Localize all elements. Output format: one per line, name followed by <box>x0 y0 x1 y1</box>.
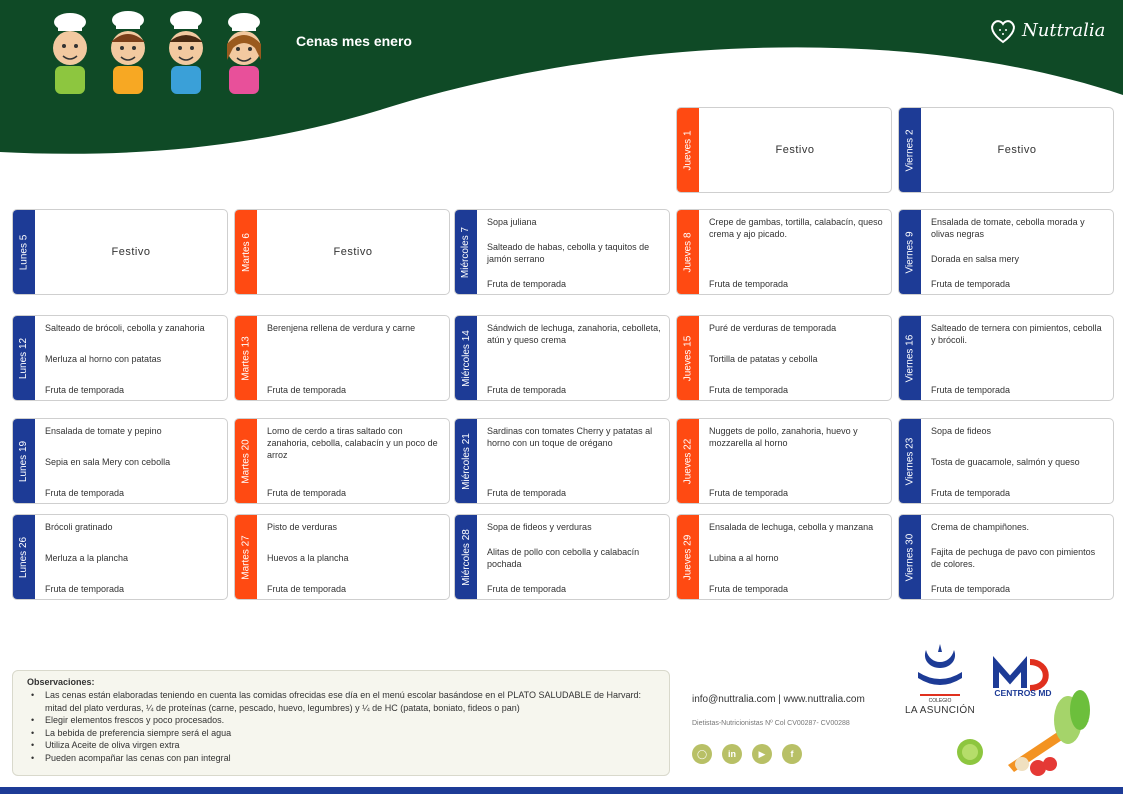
menu-items <box>267 322 443 396</box>
credentials-text: Dietistas-Nutricionistas Nº Col CV00287- CV00288 <box>692 720 850 727</box>
menu-item: Sándwich de lechuga, zanahoria, cebolleta, atún y queso crema <box>487 323 661 345</box>
day-label: Martes 6 <box>240 232 252 272</box>
linkedin-icon[interactable]: in <box>722 744 742 764</box>
day-card <box>12 209 228 295</box>
menu-items <box>267 425 443 499</box>
menu-item: Salteado de habas, cebolla y taquitos de jamón serrano <box>487 242 650 264</box>
day-card <box>12 418 228 504</box>
menu-item: Pisto de verduras <box>267 522 338 532</box>
menu-item: Sepia en sala Mery con cebolla <box>45 457 171 467</box>
menu-item: Merluza a la plancha <box>45 553 129 563</box>
day-label: Viernes 16 <box>904 334 916 382</box>
day-label: Miércoles 21 <box>460 432 472 490</box>
menu-item: Fruta de temporada <box>267 584 347 594</box>
day-tab <box>677 316 699 400</box>
youtube-icon[interactable]: ▶ <box>752 744 772 764</box>
day-tab <box>899 419 921 503</box>
day-label: Jueves 29 <box>682 534 694 580</box>
menu-item: Ensalada de tomate, cebolla morada y olivas negras <box>931 217 1085 239</box>
menu-item: Fruta de temporada <box>931 385 1011 395</box>
day-card <box>234 418 450 504</box>
observation-item: • Pueden acompañar las cenas con pan integral <box>27 752 659 765</box>
day-card <box>676 315 892 401</box>
day-card <box>454 514 670 600</box>
day-tab <box>899 108 921 192</box>
day-tab <box>13 419 35 503</box>
menu-items <box>931 521 1107 595</box>
menu-item: Crema de champiñones. <box>931 522 1030 532</box>
menu-item: Fruta de temporada <box>709 279 789 289</box>
menu-item: Fruta de temporada <box>931 584 1011 594</box>
day-card <box>676 514 892 600</box>
menu-item: Fruta de temporada <box>267 385 347 395</box>
day-card <box>898 107 1114 193</box>
menu-item: Sopa de fideos <box>931 426 992 436</box>
vegetables-illustration <box>948 680 1098 780</box>
menu-item: Berenjena rellena de verdura y carne <box>267 323 416 333</box>
menu-item: Fruta de temporada <box>931 488 1011 498</box>
menu-items <box>931 216 1107 290</box>
menu-items <box>487 425 663 499</box>
festivo-label: Festivo <box>333 246 373 258</box>
centros-md-name: CENTROS MD <box>994 688 1052 698</box>
nuttralia-logo <box>988 12 1105 48</box>
day-tab <box>899 515 921 599</box>
menu-item: Fruta de temporada <box>487 385 567 395</box>
menu-item: Nuggets de pollo, zanahoria, huevo y mozzarella al horno <box>709 426 858 448</box>
school-name: LA ASUNCIÓN <box>905 705 975 716</box>
menu-items <box>709 425 885 499</box>
day-tab <box>13 515 35 599</box>
menu-item: Fruta de temporada <box>487 279 567 289</box>
day-card <box>454 315 670 401</box>
day-label: Jueves 15 <box>682 335 694 381</box>
menu-item: Fruta de temporada <box>931 279 1011 289</box>
menu-item: Ensalada de lechuga, cebolla y manzana <box>709 522 874 532</box>
menu-item: Fajita de pechuga de pavo con pimientos de colores. <box>931 547 1096 569</box>
chef-kids-illustration <box>40 8 280 96</box>
observations-list <box>27 689 659 764</box>
day-tab <box>677 108 699 192</box>
festivo-label: Festivo <box>775 144 815 156</box>
observations-box <box>12 670 670 776</box>
menu-item: Fruta de temporada <box>487 488 567 498</box>
day-card <box>454 209 670 295</box>
menu-item: Fruta de temporada <box>45 584 125 594</box>
menu-items <box>709 521 885 595</box>
menu-item: Brócoli gratinado <box>45 522 113 532</box>
day-label: Viernes 30 <box>904 533 916 581</box>
menu-item: Merluza al horno con patatas <box>45 354 162 364</box>
menu-items <box>487 216 663 290</box>
menu-items <box>931 425 1107 499</box>
day-label: Miércoles 14 <box>460 329 472 387</box>
menu-item: Sopa de fideos y verduras <box>487 522 592 532</box>
school-small-label: COLEGIO <box>928 698 952 704</box>
day-label: Jueves 8 <box>682 231 694 273</box>
observation-item: • La bebida de preferencia siempre será el agua <box>27 727 659 740</box>
day-label: Miércoles 28 <box>460 528 472 586</box>
menu-items <box>487 521 663 595</box>
day-card <box>234 514 450 600</box>
menu-item: Fruta de temporada <box>709 385 789 395</box>
observation-item: • Utiliza Aceite de oliva virgen extra <box>27 739 659 752</box>
day-tab <box>455 210 477 294</box>
day-card <box>898 514 1114 600</box>
day-tab <box>677 515 699 599</box>
day-label: Lunes 19 <box>18 440 30 482</box>
day-card <box>676 107 892 193</box>
festivo-label: Festivo <box>997 144 1037 156</box>
menu-item: Alitas de pollo con cebolla y calabacín pochada <box>487 547 640 569</box>
menu-item: Tosta de guacamole, salmón y queso <box>931 457 1080 467</box>
brand-name: Nuttralia <box>1022 19 1106 41</box>
day-tab <box>455 316 477 400</box>
menu-item: Tortilla de patatas y cebolla <box>709 354 818 364</box>
menu-item: Crepe de gambas, tortilla, calabacín, queso crema y ajo picado. <box>709 217 883 239</box>
menu-item: Fruta de temporada <box>487 584 567 594</box>
day-label: Viernes 2 <box>904 128 916 172</box>
facebook-icon[interactable]: f <box>782 744 802 764</box>
observations-title: Observaciones: <box>27 677 95 687</box>
menu-item: Dorada en salsa mery <box>931 254 1020 264</box>
day-card <box>234 209 450 295</box>
menu-item: Salteado de ternera con pimientos, cebolla y brócoli. <box>931 323 1102 345</box>
day-card <box>898 418 1114 504</box>
menu-items <box>45 425 221 499</box>
menu-items <box>709 322 885 396</box>
day-label: Martes 13 <box>240 335 252 381</box>
day-label: Miércoles 7 <box>460 226 472 278</box>
menu-items <box>709 216 885 290</box>
day-card <box>898 209 1114 295</box>
day-card <box>12 514 228 600</box>
day-tab <box>13 316 35 400</box>
day-label: Viernes 23 <box>904 437 916 485</box>
menu-item: Ensalada de tomate y pepino <box>45 426 162 436</box>
menu-items <box>931 322 1107 396</box>
menu-items <box>45 521 221 595</box>
day-tab <box>235 515 257 599</box>
menu-item: Sopa juliana <box>487 217 537 227</box>
menu-item: Fruta de temporada <box>45 385 125 395</box>
bottom-bar <box>0 787 1123 794</box>
day-label: Martes 20 <box>240 438 252 484</box>
menu-item: Lubina a al horno <box>709 553 779 563</box>
menu-item: Fruta de temporada <box>45 488 125 498</box>
page-title: Cenas mes enero <box>296 33 412 49</box>
day-label: Lunes 5 <box>18 234 30 270</box>
day-tab <box>235 419 257 503</box>
day-tab <box>455 419 477 503</box>
day-tab <box>677 210 699 294</box>
menu-items <box>487 322 663 396</box>
social-links <box>692 744 802 764</box>
strawberry-heart-icon <box>988 15 1018 45</box>
day-tab <box>455 515 477 599</box>
contact-line[interactable]: info@nuttralia.com | www.nuttralia.com <box>692 694 865 705</box>
day-label: Viernes 9 <box>904 230 916 274</box>
day-card <box>898 315 1114 401</box>
day-card <box>454 418 670 504</box>
day-card <box>676 209 892 295</box>
festivo-label: Festivo <box>111 246 151 258</box>
observation-item: • Elegir elementos frescos y poco procesados. <box>27 714 659 727</box>
menu-item: Salteado de brócoli, cebolla y zanahoria <box>45 323 205 333</box>
instagram-icon[interactable]: ◯ <box>692 744 712 764</box>
day-label: Jueves 1 <box>682 129 694 171</box>
day-tab <box>899 316 921 400</box>
menu-items <box>267 521 443 595</box>
day-tab <box>235 210 257 294</box>
day-tab <box>235 316 257 400</box>
day-label: Jueves 22 <box>682 438 694 484</box>
day-label: Lunes 12 <box>18 337 30 379</box>
menu-item: Fruta de temporada <box>709 584 789 594</box>
menu-items <box>45 322 221 396</box>
menu-item: Fruta de temporada <box>709 488 789 498</box>
menu-item: Puré de verduras de temporada <box>709 323 837 333</box>
menu-item: Lomo de cerdo a tiras saltado con zanahoria, cebolla, calabacín y un poco de arroz <box>267 426 438 460</box>
observation-item: • Las cenas están elaboradas teniendo en cuenta las comidas ofrecidas ese día en el menú escolar basándose en el PLATO SALUDABLE de Harvard: mitad del plato verduras, ¼ de proteínas (carne, pescado, huevo, legumbres) y ¼ de HC (patata, boniato, fideos o pan) <box>27 689 659 714</box>
day-card <box>676 418 892 504</box>
day-card <box>234 315 450 401</box>
day-label: Martes 27 <box>240 534 252 580</box>
day-tab <box>13 210 35 294</box>
menu-item: Huevos a la plancha <box>267 553 349 563</box>
menu-item: Sardinas con tomates Cherry y patatas al horno con un toque de orégano <box>487 426 653 448</box>
day-card <box>12 315 228 401</box>
day-label: Lunes 26 <box>18 536 30 578</box>
day-tab <box>677 419 699 503</box>
day-tab <box>899 210 921 294</box>
menu-item: Fruta de temporada <box>267 488 347 498</box>
